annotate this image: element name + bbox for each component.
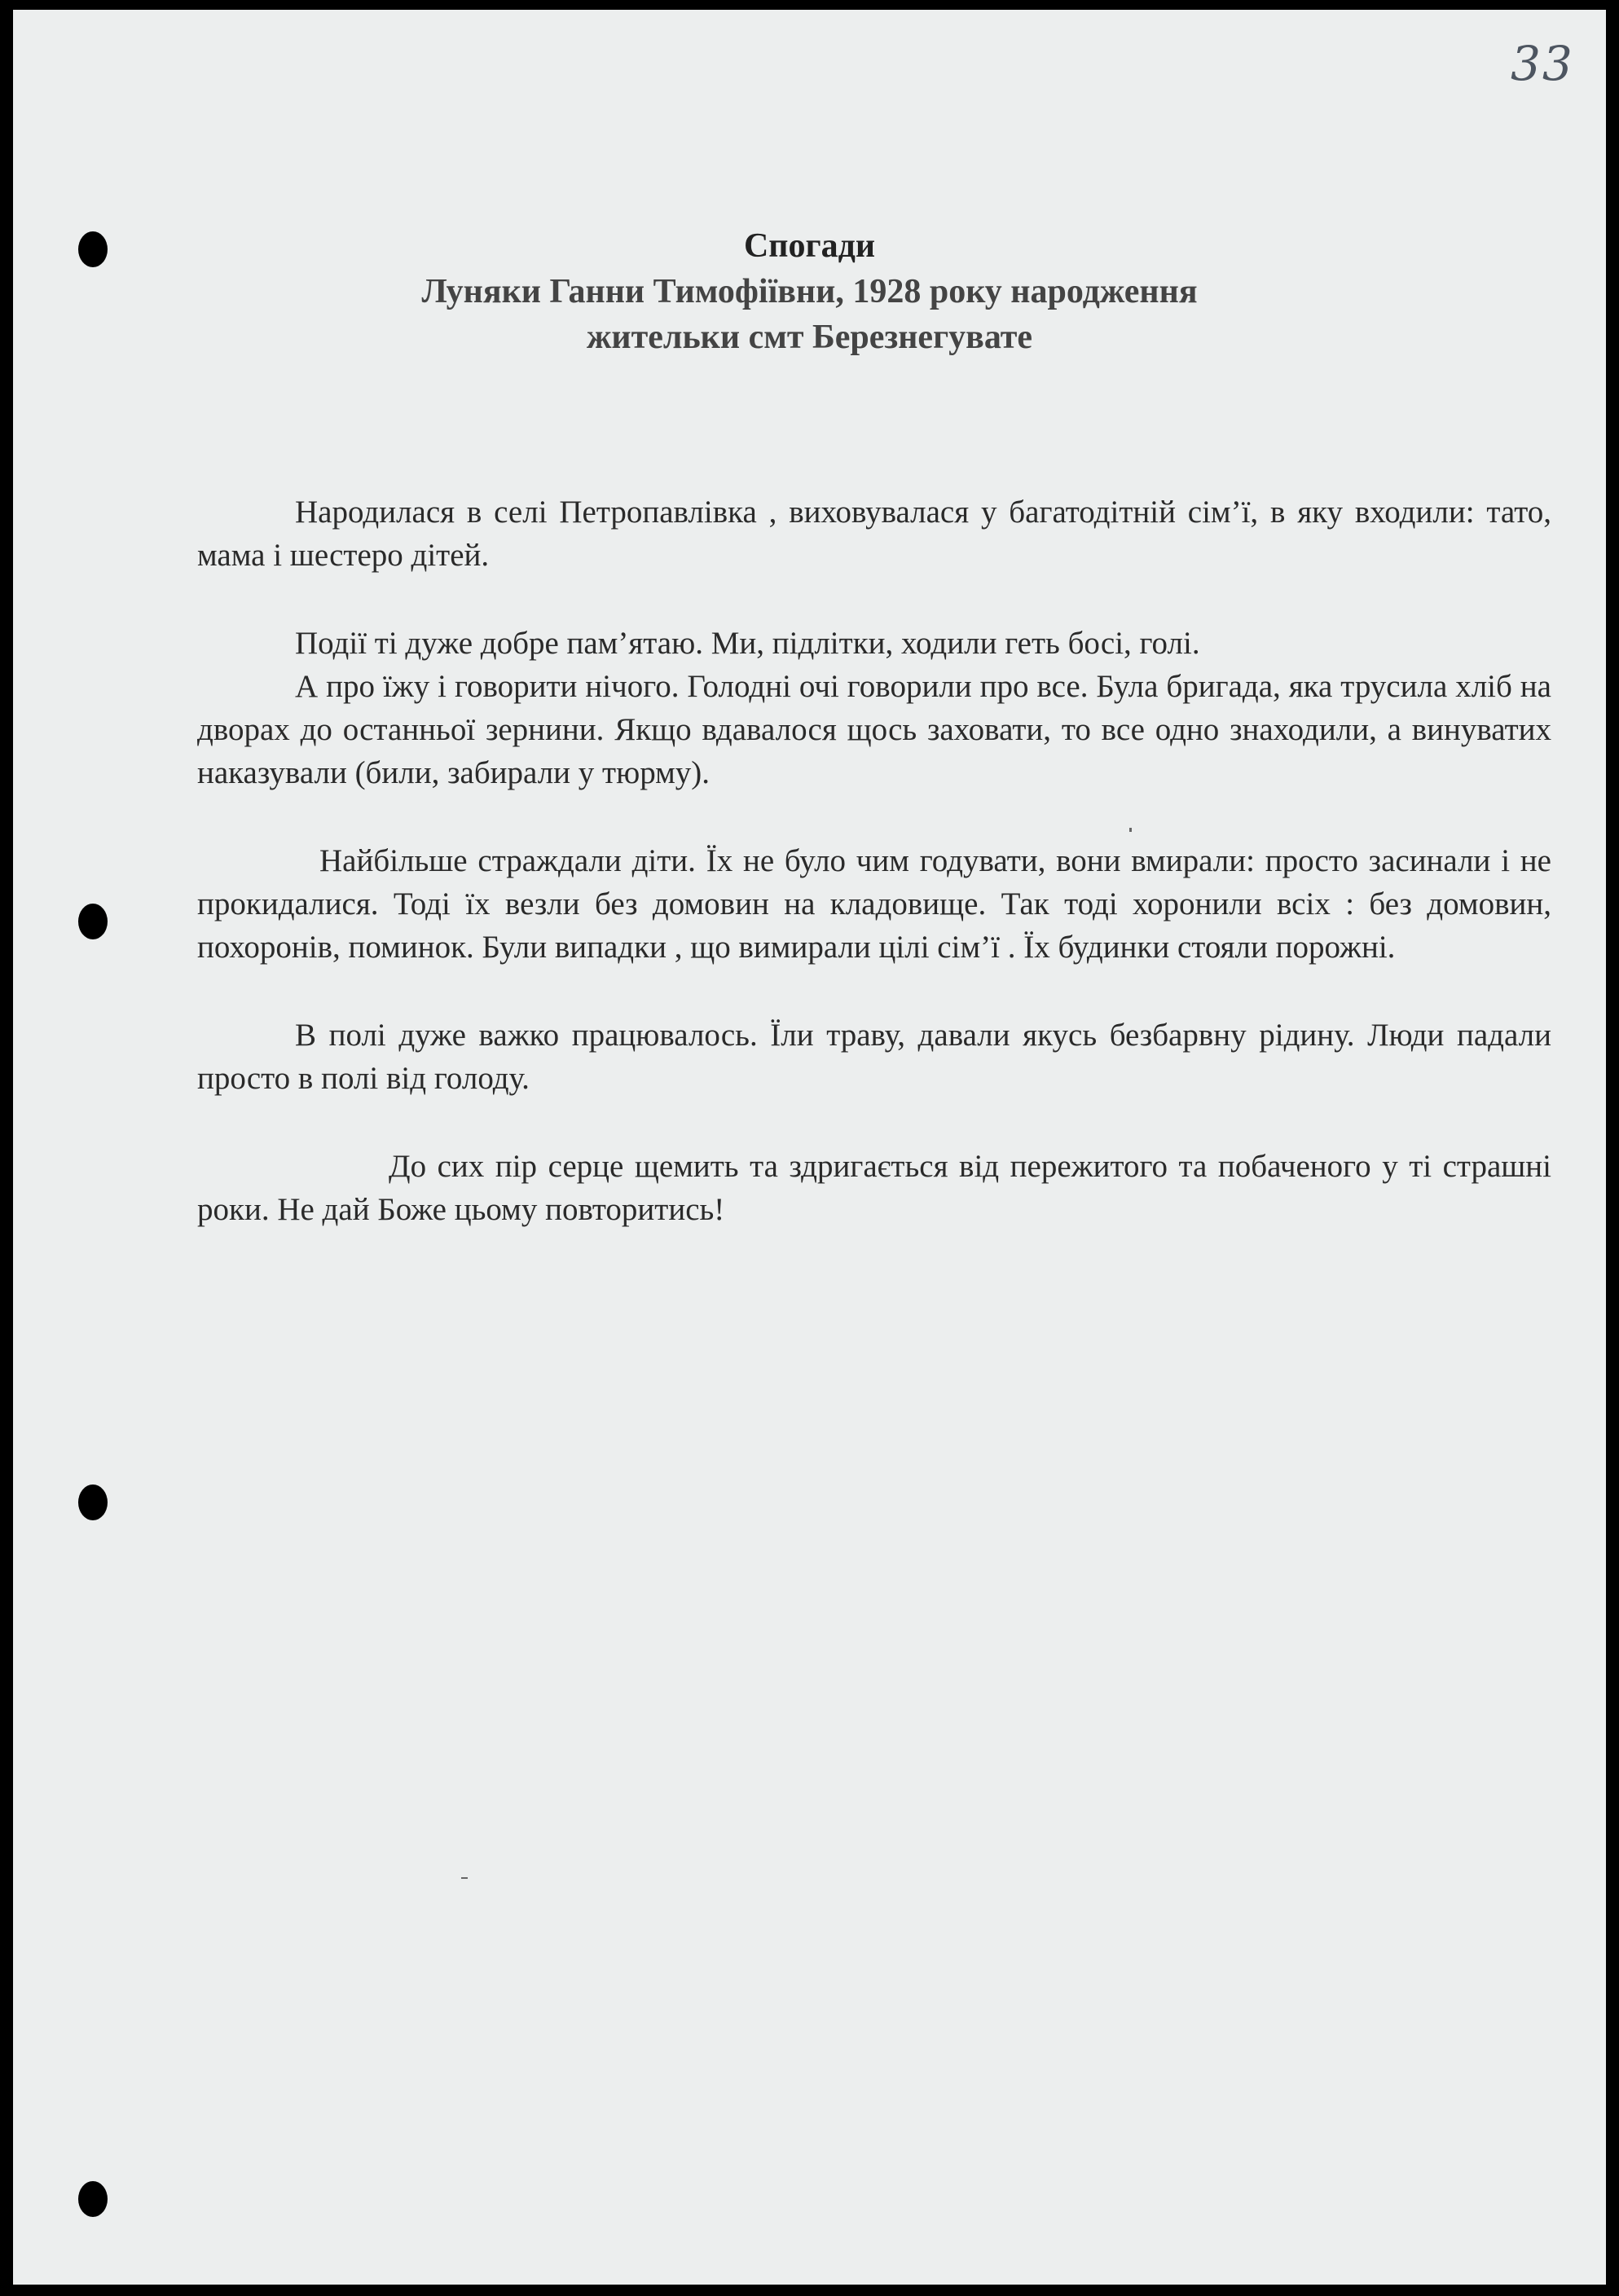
paragraph-closing: До сих пір серце щемить та здригається від пережитого та побаченого у ті страшні роки. Не дай Боже цьому повторитись! <box>197 1149 1551 1227</box>
heading-subject: Луняки Ганни Тимофіївни, 1928 року народження <box>421 273 1198 310</box>
paragraph-birth: Народилася в селі Петропавлівка , виховувалася у багатодітній сім’ї, в яку входили: тато, мама і шестеро дітей. <box>197 495 1551 573</box>
paper-speck <box>461 1877 468 1879</box>
document-heading <box>13 223 1606 360</box>
document-page <box>13 10 1606 2285</box>
punch-hole-icon <box>78 2181 108 2217</box>
paragraph-field: В полі дуже важко працювалось. Їли траву, давали якусь безбарвну рідину. Люди падали просто в полі від голоду. <box>197 1018 1551 1096</box>
paper-speck <box>1129 828 1132 832</box>
punch-hole-icon <box>78 904 108 939</box>
heading-title: Спогади <box>743 227 876 265</box>
paragraph-memories: Події ті дуже добре пам’ятаю. Ми, підлітки, ходили геть босі, голі. <box>295 626 1200 661</box>
page-number: 33 <box>1511 36 1574 91</box>
heading-residence: жительки смт Березнегувате <box>586 319 1033 356</box>
paragraph-children: Найбільше страждали діти. Їх не було чим годувати, вони вмирали: просто засинали і не прокидалися. Тоді їх везли без домовин на кладовище. Так тоді хоронили всіх : без домовин, похоронів, поминок. Були випадки , що вимирали цілі сім’ї . Їх будинки стояли порожні. <box>197 843 1551 965</box>
punch-hole-icon <box>78 1484 108 1520</box>
paragraph-food: А про їжу і говорити нічого. Голодні очі говорили про все. Була бригада, яка трусила хліб на дворах до останньої зернини. Якщо вдавалося щось заховати, то все одно знаходили, а винуватих наказували (били, забирали у тюрму). <box>197 669 1551 790</box>
document-body <box>197 490 1551 1276</box>
